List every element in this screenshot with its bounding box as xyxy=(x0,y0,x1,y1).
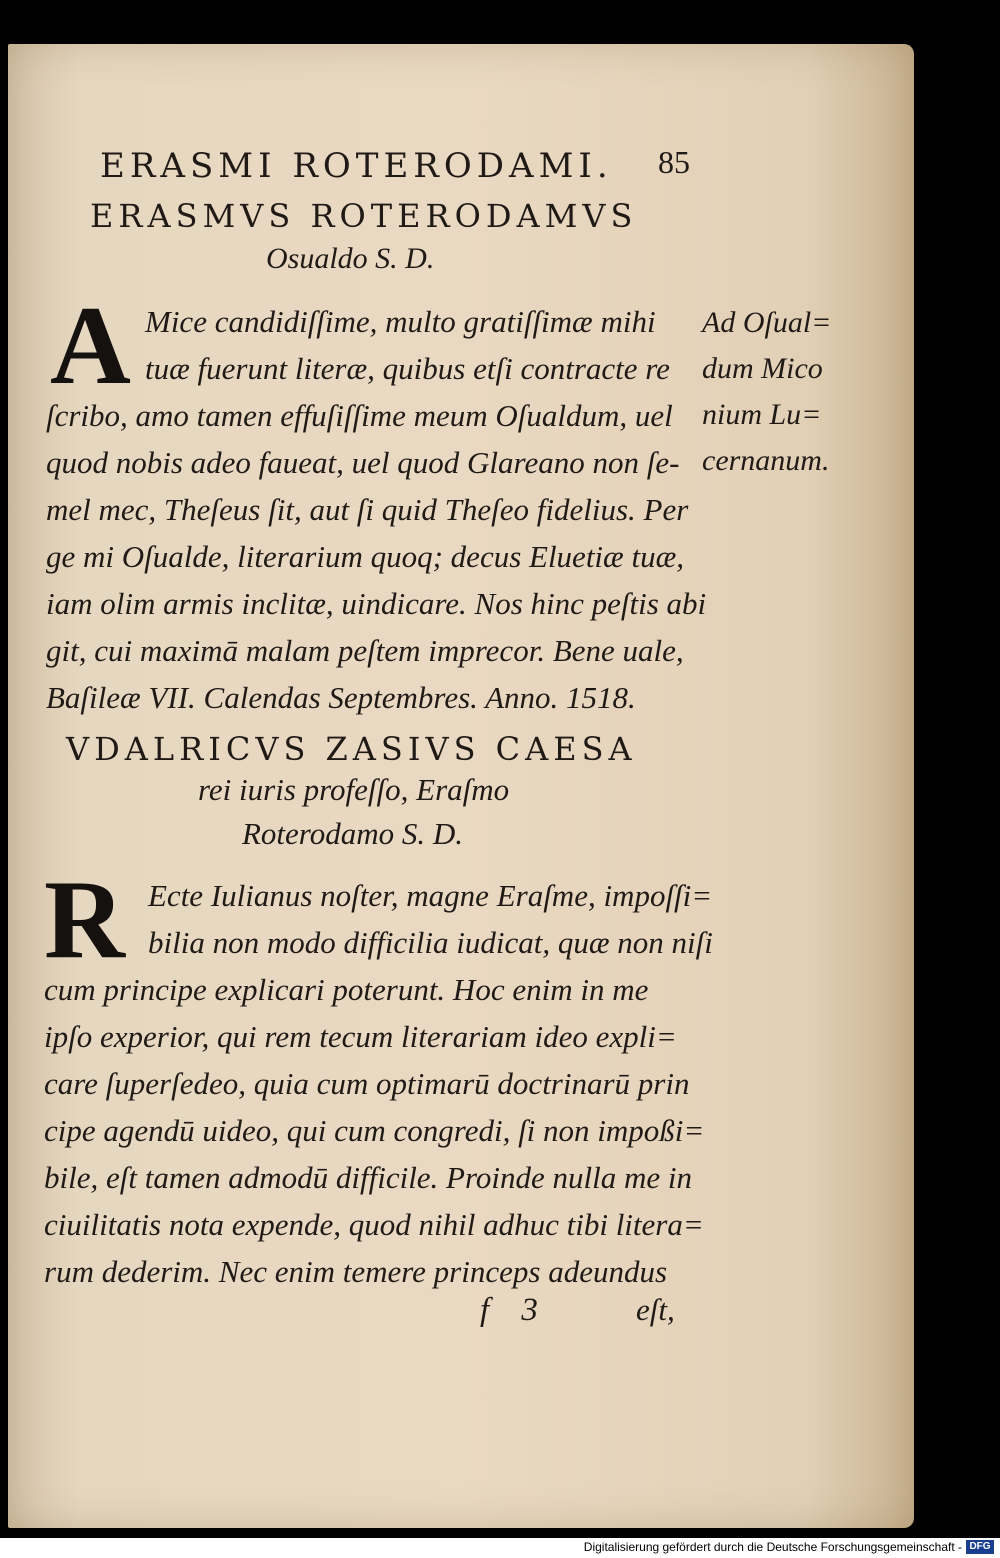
margin-note-line: cernanum. xyxy=(702,444,830,477)
letter2-line: cum principe explicari poterunt. Hoc enim in me xyxy=(44,972,649,1007)
catchword: eſt, xyxy=(636,1292,675,1327)
letter2-line: ciuilitatis nota expende, quod nihil adhuc tibi litera= xyxy=(44,1207,704,1242)
letter2-subheading-line: Roterodamo S. D. xyxy=(242,816,463,851)
letter1-subheading: Osualdo S. D. xyxy=(266,242,435,275)
letter1-heading: ERASMVS ROTERODAMVS xyxy=(90,197,638,235)
letter1-line: mel mec, Theſeus ſit, aut ſi quid Theſeo fidelius. Per xyxy=(46,492,689,527)
letter2-dropcap: R xyxy=(44,858,125,982)
digitization-credit: Digitalisierung gefördert durch die Deutsche Forschungsgemeinschaft - xyxy=(583,1540,962,1554)
letter2-line: cipe agendū uideo, qui cum congredi, ſi non impoßi= xyxy=(44,1113,705,1148)
signature-mark: f 3 xyxy=(480,1292,538,1328)
letter2-line: ipſo experior, qui rem tecum literariam ideo expli= xyxy=(44,1019,677,1054)
letter2-line: bile, eſt tamen admodū difficile. Proinde nulla me in xyxy=(44,1160,693,1195)
letter1-line: tuæ fuerunt literæ, quibus etſi contracte re xyxy=(145,351,670,386)
letter2-line: rum dederim. Nec enim temere princeps adeundus xyxy=(44,1254,668,1289)
letter1-line: Baſileæ VII. Calendas Septembres. Anno. 1518. xyxy=(46,680,636,715)
letter2-heading: VDALRICVS ZASIVS CAESA xyxy=(66,730,637,768)
letter2-line: Ecte Iulianus noſter, magne Eraſme, impoſſi= xyxy=(148,878,713,913)
letter1-dropcap: A xyxy=(50,284,131,408)
margin-note-line: nium Lu= xyxy=(702,398,822,431)
margin-note-line: Ad Oſual= xyxy=(702,306,832,339)
running-head-title: ERASMI ROTERODAMI. xyxy=(100,146,613,186)
letter1-line: iam olim armis inclitæ, uindicare. Nos hinc peſtis abi xyxy=(46,586,707,621)
letter1-line: git, cui maximā malam peſtem imprecor. Bene uale, xyxy=(46,633,684,668)
margin-note-line: dum Mico xyxy=(702,352,823,385)
letter2-line: bilia non modo difficilia iudicat, quæ non niſi xyxy=(148,925,713,960)
page-number: 85 xyxy=(658,144,690,180)
dfg-logo: DFG xyxy=(966,1540,994,1554)
letter1-line: Mice candidiſſime, multo gratiſſimæ mihi xyxy=(145,304,656,339)
letter1-line: quod nobis adeo faueat, uel quod Glareano non ſe- xyxy=(46,445,680,480)
letter2-subheading-line: rei iuris profeſſo, Eraſmo xyxy=(198,772,510,807)
letter2-line: care ſuperſedeo, quia cum optimarū doctrinarū prin xyxy=(44,1066,690,1101)
letter1-line: ſcribo, amo tamen effuſiſſime meum Oſualdum, uel xyxy=(46,398,673,433)
letter1-line: ge mi Oſualde, literarium quoq; decus Eluetiæ tuæ, xyxy=(46,539,685,574)
book-page xyxy=(8,44,914,1528)
